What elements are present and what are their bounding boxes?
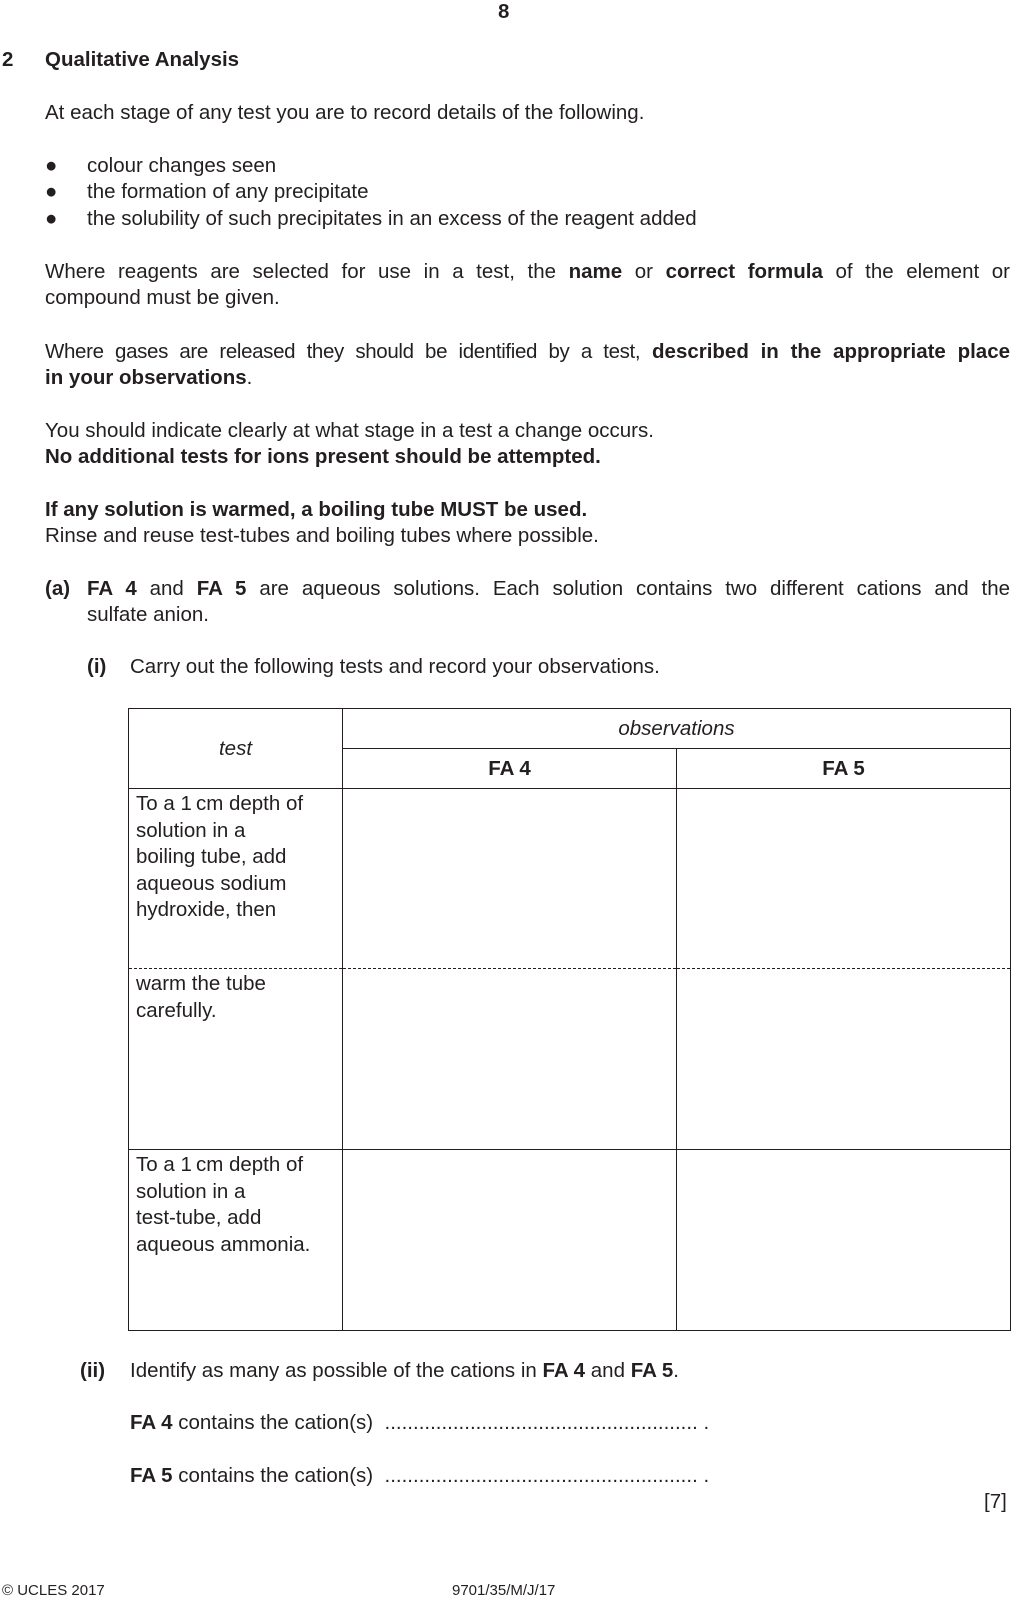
test-cell-warm: warm the tube carefully. bbox=[129, 969, 343, 1150]
reagents-paragraph-line1: Where reagents are selected for use in a test, the name or correct formula of the element or bbox=[45, 260, 1010, 283]
observations-table bbox=[128, 708, 1011, 1331]
bullet-item: colour changes seen bbox=[87, 154, 277, 177]
header-observations: observations bbox=[343, 709, 1011, 749]
gases-paragraph-line2: in your observations. bbox=[45, 366, 253, 389]
answer-cell-fa4-warm[interactable] bbox=[343, 969, 677, 1150]
header-fa5: FA 5 bbox=[677, 749, 1011, 789]
part-a-text-line1: FA 4 and FA 5 are aqueous solutions. Each solution contains two different cations and the bbox=[87, 577, 1010, 600]
part-a-label: (a) bbox=[45, 577, 71, 600]
sub-ii-text: Identify as many as possible of the cations in FA 4 and FA 5. bbox=[130, 1359, 679, 1382]
answer-dots-fa4[interactable]: ....................................................... . bbox=[384, 1411, 710, 1434]
answer-cell-fa4-naoh[interactable] bbox=[343, 789, 677, 969]
reagents-paragraph-line2: compound must be given. bbox=[45, 286, 280, 309]
bullet-item: the solubility of such precipitates in an excess of the reagent added bbox=[87, 207, 697, 230]
answer-line-fa4: FA 4 contains the cation(s) ....................................................... . bbox=[130, 1411, 710, 1434]
question-number: 2 bbox=[2, 48, 14, 71]
answer-dots-fa5[interactable]: ....................................................... . bbox=[384, 1464, 710, 1487]
bullet-icon: ● bbox=[45, 180, 58, 203]
bullet-icon: ● bbox=[45, 207, 58, 230]
page-number: 8 bbox=[498, 0, 510, 23]
answer-cell-fa4-ammonia[interactable] bbox=[343, 1150, 677, 1331]
sub-ii-label: (ii) bbox=[80, 1359, 106, 1382]
gases-paragraph-line1: Where gases are released they should be identified by a test, described in the appropriate place bbox=[45, 340, 1010, 363]
answer-cell-fa5-naoh[interactable] bbox=[677, 789, 1011, 969]
part-a-text-line2: sulfate anion. bbox=[87, 603, 209, 626]
marks: [7] bbox=[984, 1490, 1007, 1513]
bullet-item: the formation of any precipitate bbox=[87, 180, 369, 203]
header-test: test bbox=[129, 709, 343, 789]
answer-cell-fa5-warm[interactable] bbox=[677, 969, 1011, 1150]
test-cell-ammonia: To a 1 cm depth of solution in a test-tube, add aqueous ammonia. bbox=[129, 1150, 343, 1331]
test-cell-naoh: To a 1 cm depth of solution in a boiling tube, add aqueous sodium hydroxide, then bbox=[129, 789, 343, 969]
sub-i-text: Carry out the following tests and record your observations. bbox=[130, 655, 660, 678]
intro-text: At each stage of any test you are to record details of the following. bbox=[45, 101, 645, 124]
no-additional-tests: No additional tests for ions present should be attempted. bbox=[45, 445, 601, 468]
rinse-text: Rinse and reuse test-tubes and boiling tubes where possible. bbox=[45, 524, 599, 547]
footer-code: 9701/35/M/J/17 bbox=[452, 1582, 556, 1599]
bullet-icon: ● bbox=[45, 154, 58, 177]
answer-cell-fa5-ammonia[interactable] bbox=[677, 1150, 1011, 1331]
answer-line-fa5: FA 5 contains the cation(s) ....................................................... . bbox=[130, 1464, 710, 1487]
footer-copyright: © UCLES 2017 bbox=[2, 1582, 105, 1599]
sub-i-label: (i) bbox=[87, 655, 107, 678]
stage-text: You should indicate clearly at what stage in a test a change occurs. bbox=[45, 419, 654, 442]
header-fa4: FA 4 bbox=[343, 749, 677, 789]
question-title: Qualitative Analysis bbox=[45, 48, 240, 71]
warm-rule: If any solution is warmed, a boiling tube MUST be used. bbox=[45, 498, 588, 521]
